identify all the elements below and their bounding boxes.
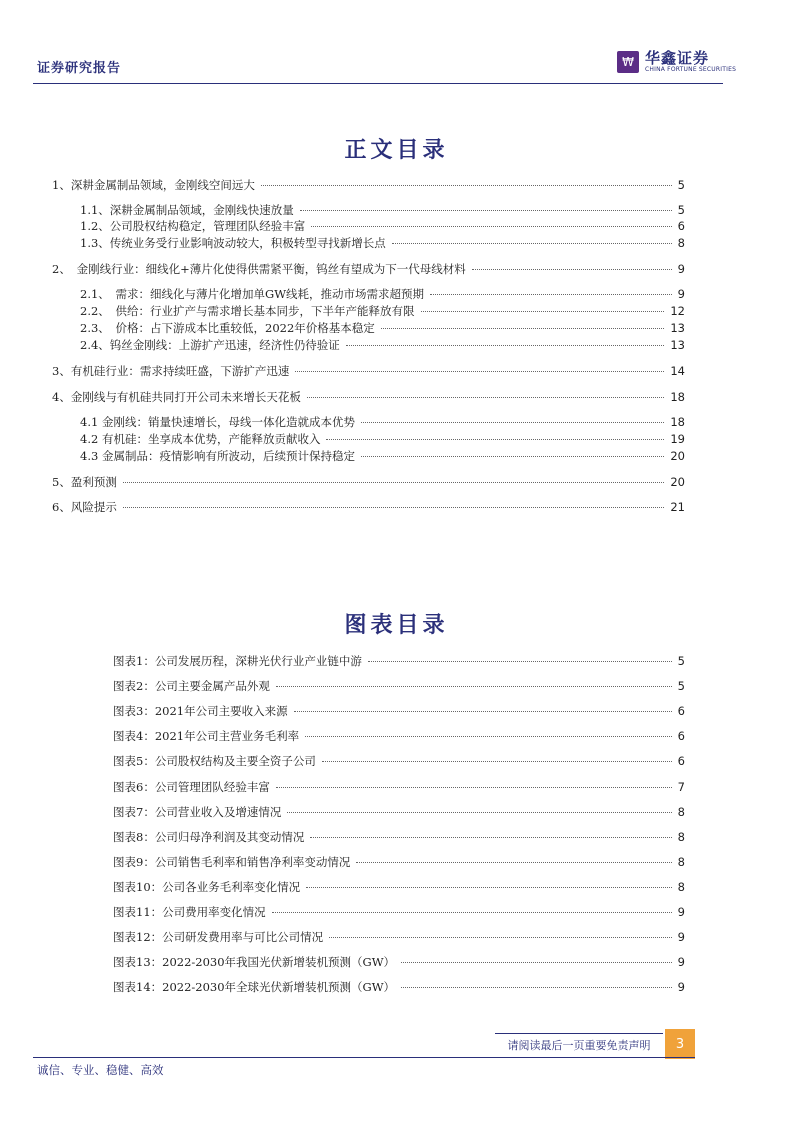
toc-entry-page: 13 xyxy=(670,338,685,352)
toc-entry-page: 6 xyxy=(677,219,685,233)
toc-entry-page: 20 xyxy=(670,475,685,489)
footer-divider xyxy=(33,1057,695,1058)
toc-entry-text: 3、有机硅行业：需求持续旺盛，下游扩产迅速 xyxy=(52,364,290,378)
toc-entry[interactable] xyxy=(52,474,685,490)
toc-entry[interactable] xyxy=(80,218,685,234)
toc-entry[interactable] xyxy=(80,337,685,353)
figure-entry[interactable] xyxy=(113,779,685,795)
figure-entry-page: 8 xyxy=(677,879,685,894)
figure-entry[interactable] xyxy=(113,829,685,845)
leader-dots xyxy=(361,456,664,457)
figure-entry-text: 图表2：公司主要金属产品外观 xyxy=(113,679,270,694)
toc-entry-page: 18 xyxy=(670,390,685,404)
figure-entry-page: 9 xyxy=(677,905,685,919)
toc-entry[interactable] xyxy=(80,414,685,430)
figure-entry-page: 5 xyxy=(677,654,685,668)
toc-entry-page: 13 xyxy=(670,321,685,335)
figure-entry[interactable] xyxy=(113,954,685,970)
toc-entry-page: 12 xyxy=(670,304,685,318)
toc-entry-text: 2、 金刚线行业：细线化+薄片化使得供需紧平衡，钨丝有望成为下一代母线材料 xyxy=(52,262,466,276)
toc-entry-text: 1.1、深耕金属制品领域，金刚线快速放量 xyxy=(80,203,294,217)
toc-entry-text: 6、风险提示 xyxy=(52,500,117,514)
toc-entry-text: 4.1 金刚线：销量快速增长，母线一体化造就成本优势 xyxy=(80,415,355,429)
figure-entry-page: 5 xyxy=(677,679,685,694)
toc-entry-text: 1.3、传统业务受行业影响波动较大，积极转型寻找新增长点 xyxy=(80,236,386,250)
figure-entry-text: 图表8：公司归母净利润及其变动情况 xyxy=(113,829,305,844)
toc-entry-page: 9 xyxy=(677,262,685,276)
leader-dots xyxy=(123,482,665,483)
leader-dots xyxy=(307,397,665,398)
figure-entry[interactable] xyxy=(113,879,685,895)
toc-entry[interactable] xyxy=(52,499,685,515)
toc-entry-page: 21 xyxy=(670,500,685,514)
leader-dots xyxy=(272,912,672,913)
leader-dots xyxy=(472,269,672,270)
figure-entry[interactable] xyxy=(113,929,685,945)
figure-entry-text: 图表11：公司费用率变化情况 xyxy=(113,905,266,919)
figure-entry-text: 图表6：公司管理团队经验丰富 xyxy=(113,779,270,794)
leader-dots xyxy=(322,761,672,762)
leader-dots xyxy=(392,243,672,244)
toc-entry-page: 8 xyxy=(677,236,685,250)
figure-entry[interactable] xyxy=(113,703,685,719)
figure-entry-page: 6 xyxy=(677,704,685,719)
figure-entry-text: 图表7：公司营业收入及增速情况 xyxy=(113,804,282,819)
logo-english-name: CHINA FORTUNE SECURITIES xyxy=(645,66,737,73)
toc-entry-text: 2.2、 供给：行业扩产与需求增长基本同步，下半年产能释放有限 xyxy=(80,304,415,318)
toc-entry-page: 5 xyxy=(677,203,685,217)
toc-entry-text: 4.3 金属制品：疫情影响有所波动，后续预计保持稳定 xyxy=(80,449,355,463)
toc-entry-text: 2.3、 价格：占下游成本比重较低，2022年价格基本稳定 xyxy=(80,321,375,335)
toc-entry[interactable] xyxy=(80,202,685,218)
toc-entry[interactable] xyxy=(80,303,685,319)
figure-entry-text: 图表5：公司股权结构及主要全资子公司 xyxy=(113,754,316,769)
figure-entry-text: 图表1：公司发展历程，深耕光伏行业产业链中游 xyxy=(113,654,362,668)
leader-dots xyxy=(305,736,672,737)
leader-dots xyxy=(276,686,672,687)
toc-entry-page: 9 xyxy=(677,287,685,301)
figure-entry-page: 6 xyxy=(677,729,685,744)
logo-chinese-name: 华鑫证券 xyxy=(645,49,710,67)
toc-entry[interactable] xyxy=(52,177,685,193)
figure-entry-page: 8 xyxy=(677,854,685,869)
figure-entry-text: 图表3：2021年公司主要收入来源 xyxy=(113,704,288,719)
leader-dots xyxy=(401,962,672,963)
header-divider xyxy=(33,83,723,84)
leader-dots xyxy=(421,311,665,312)
fortune-mark-icon: ₩ xyxy=(617,51,639,73)
leader-dots xyxy=(329,937,672,938)
figure-entry[interactable] xyxy=(113,979,685,995)
toc-entry[interactable] xyxy=(52,363,685,379)
toc-entry-page: 5 xyxy=(677,178,685,192)
figure-entry-text: 图表14：2022-2030年全球光伏新增装机预测（GW） xyxy=(113,980,396,995)
figure-entry-text: 图表9：公司销售毛利率和销售净利率变动情况 xyxy=(113,854,351,869)
figure-entry-text: 图表13：2022-2030年我国光伏新增装机预测（GW） xyxy=(113,955,396,970)
toc-entry-page: 18 xyxy=(670,415,685,429)
toc-entry-text: 2.1、 需求：细线化与薄片化增加单GW线耗，推动市场需求超预期 xyxy=(80,287,425,301)
figure-entry-page: 8 xyxy=(677,829,685,844)
toc-entry-text: 5、盈利预测 xyxy=(52,475,117,489)
figure-entry[interactable] xyxy=(113,678,685,694)
page-number: 3 xyxy=(665,1029,695,1059)
leader-dots xyxy=(368,661,672,662)
toc-entry-page: 14 xyxy=(670,364,685,378)
figure-entry-page: 6 xyxy=(677,754,685,769)
figure-entry-page: 9 xyxy=(677,980,685,995)
leader-dots xyxy=(356,862,671,863)
figure-entry[interactable] xyxy=(113,728,685,744)
toc-entry-page: 19 xyxy=(670,432,685,446)
leader-dots xyxy=(123,507,665,508)
leader-dots xyxy=(300,210,672,211)
leader-dots xyxy=(294,711,672,712)
figure-entry-text: 图表10：公司各业务毛利率变化情况 xyxy=(113,879,301,894)
figure-entry-page: 9 xyxy=(677,930,685,945)
figure-entry[interactable] xyxy=(113,753,685,769)
toc-entry-page: 20 xyxy=(670,449,685,463)
toc-entry-text: 2.4、钨丝金刚线：上游扩产迅速，经济性仍待验证 xyxy=(80,338,340,352)
leader-dots xyxy=(287,812,671,813)
figure-entry[interactable] xyxy=(113,904,685,920)
toc-entry-text: 4、金刚线与有机硅共同打开公司未来增长天花板 xyxy=(52,390,301,404)
leader-dots xyxy=(430,294,672,295)
toc-entry[interactable] xyxy=(52,389,685,405)
toc-entry[interactable] xyxy=(80,286,685,302)
figure-entry-text: 图表12：公司研发费用率与可比公司情况 xyxy=(113,930,324,945)
leader-dots xyxy=(306,887,672,888)
figure-entry[interactable] xyxy=(113,804,685,820)
figures-title: 图表目录 xyxy=(344,612,449,638)
leader-dots xyxy=(381,328,665,329)
leader-dots xyxy=(310,837,671,838)
figure-entry[interactable] xyxy=(113,653,685,669)
toc-entry-text: 1、深耕金属制品领域，金刚线空间远大 xyxy=(52,178,255,192)
figure-entry[interactable] xyxy=(113,854,685,870)
figure-entry-page: 7 xyxy=(677,779,685,794)
header-report-label: 证券研究报告 xyxy=(37,61,122,76)
leader-dots xyxy=(295,371,664,372)
leader-dots xyxy=(346,345,665,346)
figure-entry-text: 图表4：2021年公司主营业务毛利率 xyxy=(113,729,300,744)
toc-entry[interactable] xyxy=(80,235,685,251)
leader-dots xyxy=(261,185,672,186)
figure-entry-page: 9 xyxy=(677,955,685,970)
toc-entry-text: 4.2 有机硅：坐享成本优势，产能释放贡献收入 xyxy=(80,432,321,446)
figure-entry-page: 8 xyxy=(677,804,685,819)
toc-entry[interactable] xyxy=(52,261,685,277)
leader-dots xyxy=(326,439,664,440)
toc-title: 正文目录 xyxy=(344,137,449,163)
disclaimer-note: 请阅读最后一页重要免责声明 xyxy=(495,1033,663,1056)
leader-dots xyxy=(401,987,672,988)
company-logo xyxy=(617,50,736,74)
toc-entry[interactable] xyxy=(80,431,685,447)
leader-dots xyxy=(361,422,664,423)
leader-dots xyxy=(276,787,672,788)
toc-entry[interactable] xyxy=(80,320,685,336)
leader-dots xyxy=(311,226,671,227)
footer-motto: 诚信、专业、稳健、高效 xyxy=(37,1063,164,1077)
toc-entry[interactable] xyxy=(80,448,685,464)
toc-entry-text: 1.2、公司股权结构稳定，管理团队经验丰富 xyxy=(80,219,306,233)
